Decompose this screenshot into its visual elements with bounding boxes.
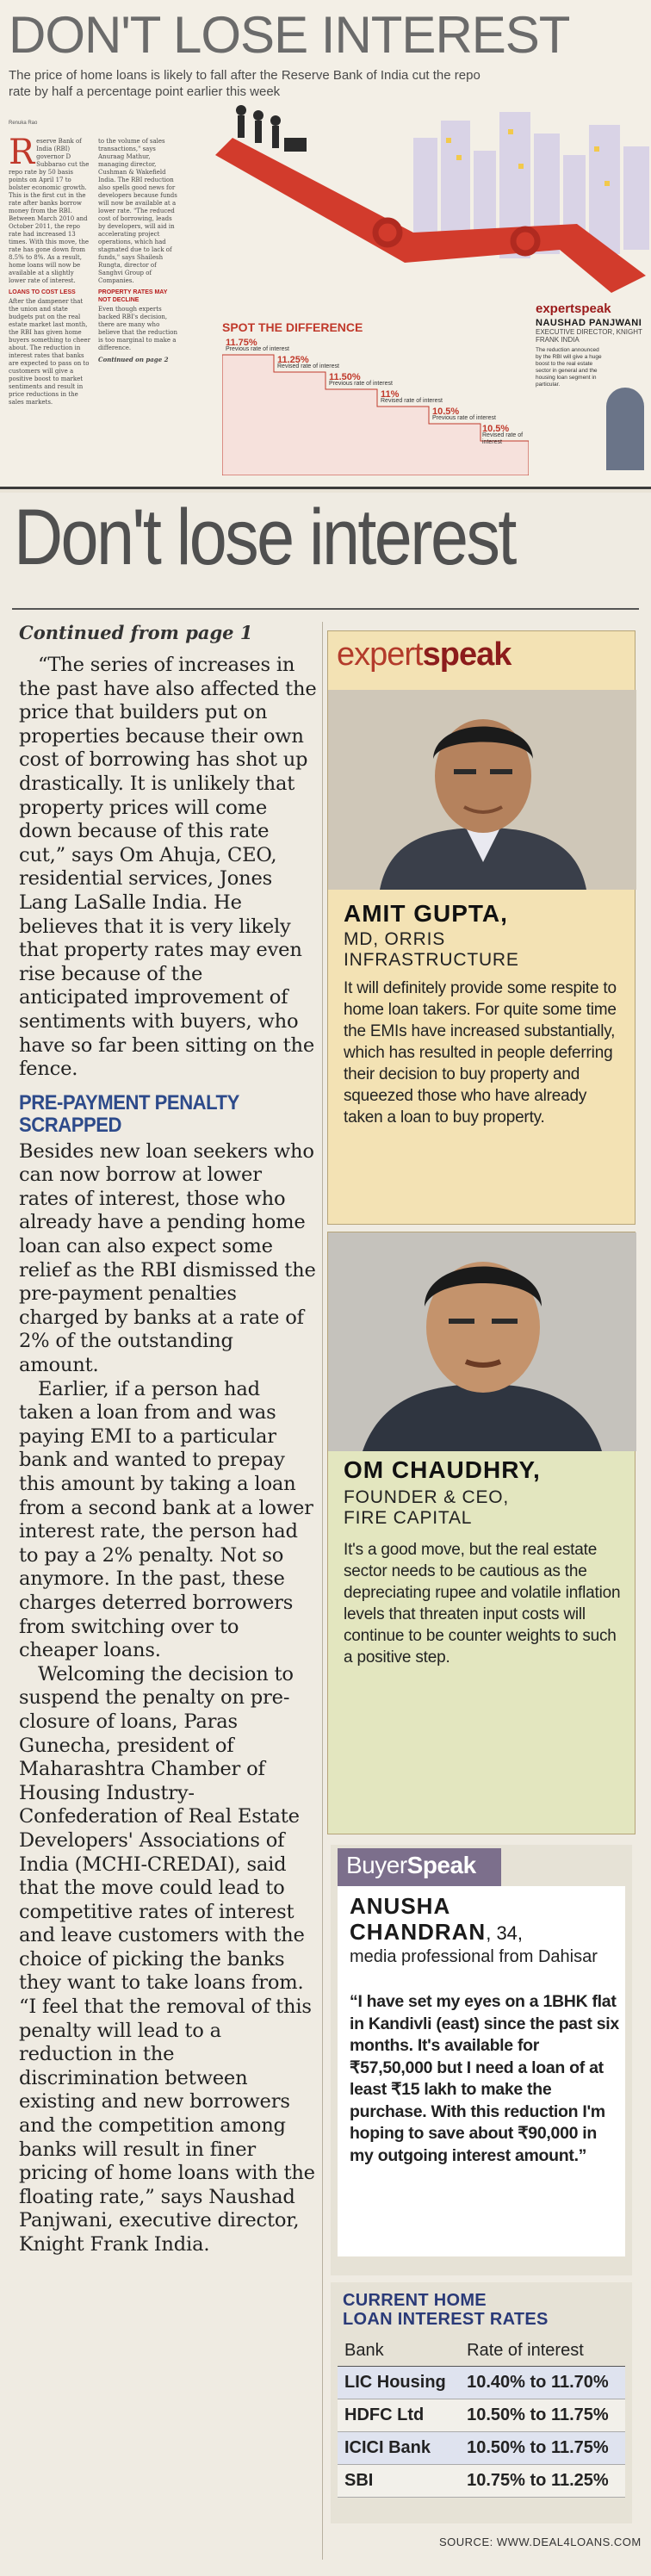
buyerspeak-card	[338, 1886, 625, 2256]
paragraph: Besides new loan seekers who can now borrow at lower rates of interest, those who already have a pending home loan can also expect some relief as the RBI dismissed the pre-payment penalties charged by banks at a rate of 2% of the outstanding amount.	[19, 1139, 316, 1377]
header-rate: Rate of interest	[460, 2336, 625, 2367]
expert-role: MD, ORRIS	[344, 929, 446, 949]
buyer-description: media professional from Dahisar	[350, 1947, 598, 1966]
portrait-illustration	[328, 690, 636, 890]
rate-cell: 10.75% to 11.25%	[460, 2465, 625, 2498]
buyer-quote: “I have set my eyes on a 1BHK flat in Kandivli (east) since the past six months. It's available for ₹57,50,000 but I need a loan of at least ₹15 lakh to make the purchase. With this reduction I'm hoping to save about ₹90,000 in my outgoing interest amount.”	[350, 1992, 619, 2165]
expertspeak-panel-1	[327, 630, 636, 1225]
rates-title: CURRENT HOME LOAN INTEREST RATES	[343, 2291, 549, 2329]
rate-cell: 10.50% to 11.75%	[460, 2399, 625, 2432]
expert-role: FOUNDER & CEO,	[344, 1487, 510, 1507]
buyerspeak-tag: BuyerSpeak	[338, 1848, 501, 1886]
clip-col1b-text: After the dampener that the union and state budgets put on the real estate market last month, the RBI has given home buyers something to cheer about. The reduction in interest rates that banks are expected to pass on to customers will give a positive boost to market sentiments and result in price reductions in the sales markets.	[9, 298, 90, 406]
top-clipping	[0, 0, 651, 489]
clip-col2-text: to the volume of sales transactions," says Anuraag Mathur, managing director, Cushman & Wakefield India. The RBI reduction also spells good news for developers because funds will now be available at a lower rate. "The reduced cost of borrowing, leads by developers, will aid in accelerating project operations, which had stagnated due to lack of funds," says Shailesh Rungta, director of Sanghvi Group of Companies.	[98, 138, 177, 284]
subhead: PRE-PAYMENT PENALTY SCRAPPED	[19, 1090, 239, 1137]
clip-byline: Renuka Rao	[9, 121, 38, 126]
bank-cell: ICICI Bank	[338, 2432, 460, 2465]
clip-expert-photo	[606, 388, 644, 470]
staircase-graphic	[222, 338, 529, 475]
spot-difference-graphic	[222, 338, 529, 475]
clip-expert-role: EXECUTIVE DIRECTOR, KNIGHT FRANK INDIA	[536, 328, 642, 344]
expertspeak-panel-2	[327, 1232, 636, 1834]
rates-table	[338, 2336, 625, 2498]
step-4: 11% Revised rate of interest	[381, 389, 443, 404]
clip-continued: Continued on page 2	[98, 356, 169, 363]
clip-col1-text: eserve Bank of India (RBI) governor D Subbarao cut the repo rate by 50 basis points on April 17 to bolster economic growth. This is the first cut in the rate after banks borrow money from the RBI. Between March 2010 and October 2011, the repo rate had increased 13 times. With this move, the rate has gone down from 8.5% to 8%. As a result, home loans will now be available at a slightly lower rate of interest.	[9, 138, 90, 284]
clip-headline: DON'T LOSE INTEREST	[9, 6, 570, 64]
bank-cell: HDFC Ltd	[338, 2399, 460, 2432]
expert-role: FIRE CAPITAL	[344, 1508, 473, 1528]
page-title: Don't lose interest	[14, 493, 515, 581]
portrait-illustration	[328, 1232, 636, 1451]
buyerspeak-box	[331, 1845, 632, 2275]
clip-col2b-text: Even though experts backed RBI's decision, there are many who believe that the reduction is too marginal to make a difference.	[98, 306, 177, 351]
table-row	[338, 2432, 625, 2465]
amit-gupta-photo	[328, 690, 636, 890]
interest-rates-box	[331, 2282, 632, 2523]
table-row	[338, 2399, 625, 2432]
clip-expertspeak	[536, 301, 646, 478]
expert-quote: It's a good move, but the real estate sector needs to be cautious as the depreciating rupee and volatile inflation levels that threaten input costs will continue to be counter weights to such a positive step.	[344, 1541, 621, 1667]
paragraph: “The series of increases in the past have also affected the price that builders put on properties because their own cost of borrowing has shot up drastically. It is unlikely that property prices will come down because of this rate cut,” says Om Ahuja, CEO, residential services, Jones Lang LaSalle India. He believes that it is very likely that property rates may even rise because of the anticipated improvement of sentiments with buyers, who have so far been sitting on the fence.	[19, 654, 317, 1081]
header-bank: Bank	[338, 2336, 460, 2367]
clip-col-2	[98, 138, 181, 367]
step-2: 11.25% Revised rate of interest	[277, 355, 339, 369]
clip-col-1: Reserve Bank of India (RBI) governor D Subbarao cut the repo rate by 50 basis points on April 17 to bolster economic growth. This is the first cut in the rate after banks borrow money from the RBI. Between March 2010 and October 2011, the repo rate had increased 13 times. With this move, the rate has gone down from 8.5% to 8%. As a result, home loans will now be available at a slightly lower rate of interest. LOANS TO COST LESS After the dampener that the union and state budgets put on the real estate market last month, the RBI has given home buyers something to cheer about. The reduction in interest rates that banks are expected to pass on to customers will give a positive boost to market sentiments and result in price reductions in the sales markets.	[9, 133, 90, 406]
article-body	[19, 622, 317, 2257]
paragraph: Welcoming the decision to suspend the penalty on pre-closure of loans, Paras Gunecha, president of Maharashtra Chamber of Housing Industry-Confederation of Real Estate Developers' Associations of India (MCHI-CREDAI), said that the move could lead to competitive rates of interest and leave customers with the choice of picking the banks they want to take loans from. “I feel that the removal of this penalty will lead to a reduction in the discrimination between existing and new borrowers and the competition among banks will result in finer pricing of home loans with the floating rate,” says Naushad Panjwani, executive director, Knight Frank India.	[19, 1662, 315, 2256]
source-credit: SOURCE: WWW.DEAL4LOANS.COM	[439, 2536, 642, 2548]
table-header-row	[338, 2336, 625, 2367]
clip-expert-name: NAUSHAD PANJWANI	[536, 318, 642, 328]
expert-name: AMIT GUPTA,	[344, 900, 508, 927]
paragraph: Earlier, if a person had taken a loan from and was paying EMI to a particular bank and wanted to prepay this amount by taking a loan from a second bank at a lower interest rate, the person had to pay a 2% penalty. Not so anymore. In the past, these charges deterred borrowers from switching over to cheaper loans.	[19, 1377, 313, 1662]
expertspeak-logo: expertspeak	[337, 636, 512, 673]
continued-from: Continued from page 1	[19, 622, 253, 643]
expert-quote: It will definitely provide some respite to home loan takers. For quite some time the EMIs have increased substantially, which has resulted in people deferring their decision to buy property and squeezed those who have already taken a loan to buy property.	[344, 979, 617, 1127]
expert-name: OM CHAUDHRY,	[344, 1456, 541, 1483]
spot-difference-title: SPOT THE DIFFERENCE	[222, 320, 363, 334]
rate-cell: 10.50% to 11.75%	[460, 2432, 625, 2465]
title-rule	[12, 608, 639, 610]
clip-col1-sub: LOANS TO COST LESS	[9, 289, 76, 295]
step-1: 11.75% Previous rate of interest	[226, 338, 289, 352]
clip-col2-sub: PROPERTY RATES MAY NOT DECLINE	[98, 289, 168, 303]
clip-expertspeak-logo: expertspeak	[536, 301, 611, 316]
main-clipping	[0, 493, 651, 2576]
article-text	[19, 654, 317, 2257]
expert-role: INFRASTRUCTURE	[344, 950, 519, 970]
bank-cell: LIC Housing	[338, 2367, 460, 2399]
om-chaudhry-photo	[328, 1232, 636, 1451]
step-3: 11.50% Previous rate of interest	[329, 372, 393, 387]
column-divider	[322, 622, 323, 2560]
rate-cell: 10.40% to 11.70%	[460, 2367, 625, 2399]
step-5: 10.5% Previous rate of interest	[432, 407, 496, 421]
table-row	[338, 2465, 625, 2498]
buyer-name-2: CHANDRAN, 34,	[350, 1919, 524, 1945]
buyer-name: ANUSHA	[350, 1893, 451, 1919]
step-6: 10.5% Revised rate of interest	[482, 424, 524, 445]
table-row	[338, 2367, 625, 2399]
clip-expert-quote: The reduction announced by the RBI will give a huge boost to the real estate sector in general and the housing loan segment in particular.	[536, 347, 602, 388]
bank-cell: SBI	[338, 2465, 460, 2498]
clip-deck: The price of home loans is likely to fall after the Reserve Bank of India cut the repo rate by half a percentage point earlier this week	[9, 68, 480, 99]
